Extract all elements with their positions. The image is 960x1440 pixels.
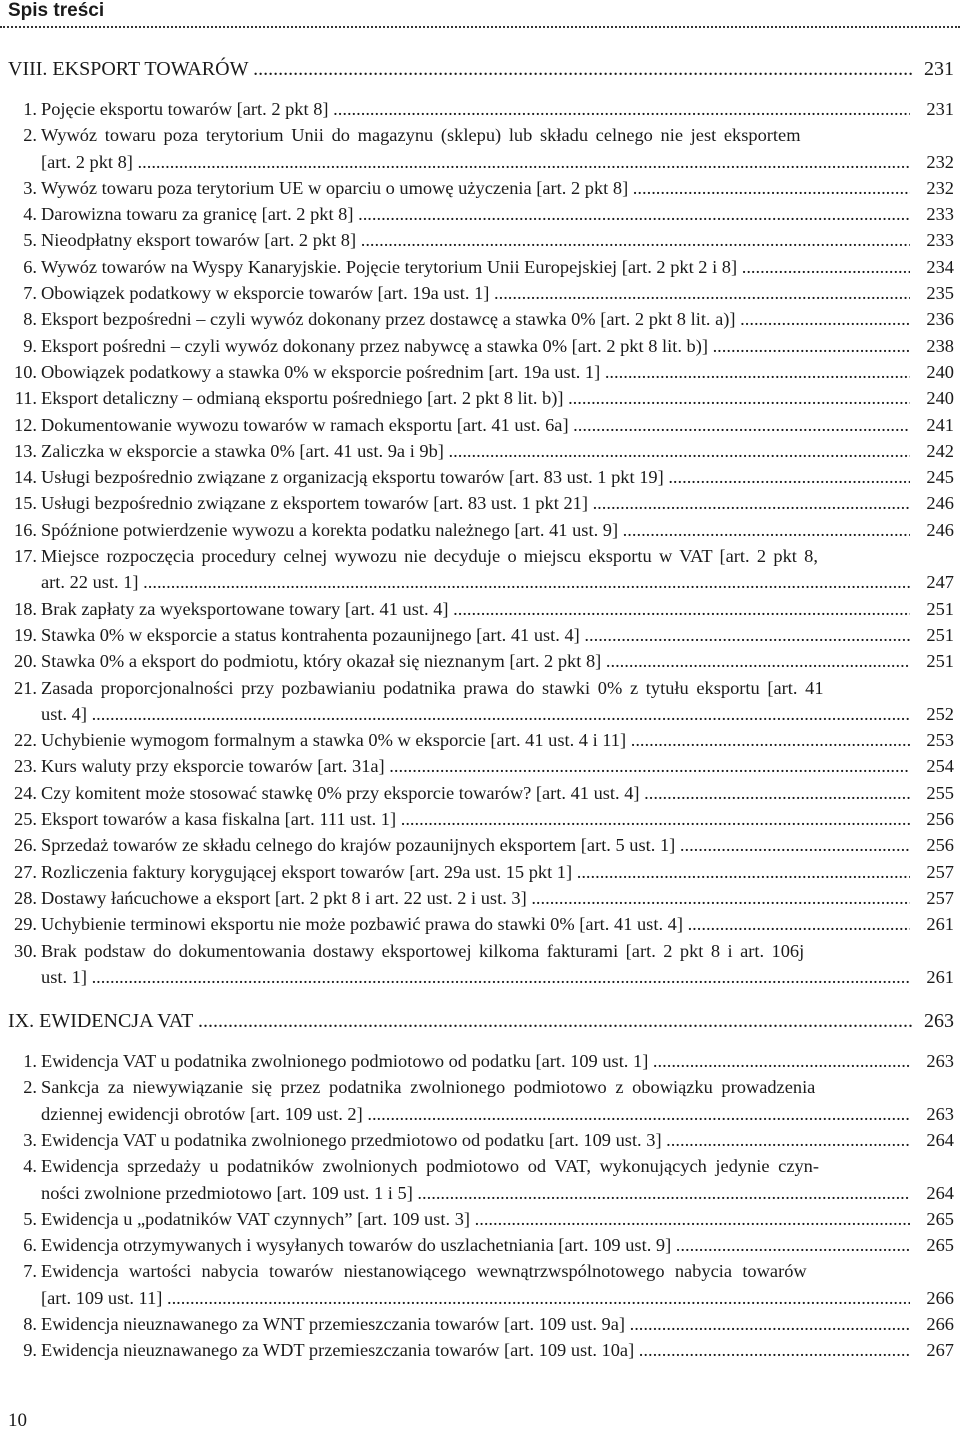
toc-entry-page: 251 bbox=[910, 622, 954, 648]
toc-entry[interactable] bbox=[0, 254, 960, 280]
toc-entry-title bbox=[41, 385, 916, 411]
toc-entry-page: 235 bbox=[910, 280, 954, 306]
toc-entry-title bbox=[41, 911, 916, 937]
toc-entry-number: 16. bbox=[14, 519, 37, 540]
toc-entry-page: 257 bbox=[910, 859, 954, 885]
toc-entry-title bbox=[41, 227, 916, 253]
toc-entry-page: 254 bbox=[910, 753, 954, 779]
toc-entry-title-text: Eksport bezpośredni – czyli wywóz dokonany przez dostawcę a stawka 0% [art. 2 pkt 8 lit. a)] bbox=[41, 309, 736, 330]
table-of-contents bbox=[0, 54, 960, 1364]
toc-entry-title-text: dziennej ewidencji obrotów [art. 109 ust. 2] bbox=[41, 1103, 363, 1124]
toc-entry-number: 19. bbox=[14, 624, 37, 645]
toc-entry-title bbox=[41, 806, 916, 832]
toc-entry-title-text: Stawka 0% a eksport do podmiotu, który okazał się nieznanym [art. 2 pkt 8] bbox=[41, 651, 602, 672]
toc-entry-title bbox=[41, 569, 916, 595]
toc-entry-number: 2. bbox=[23, 125, 37, 146]
toc-entry-text: Miejsce rozpoczęcia procedury celnej wywozu nie decyduje o miejscu eksportu w VAT [art. 2 pkt 8, bbox=[41, 546, 818, 567]
toc-entry-number: 15. bbox=[14, 493, 37, 514]
toc-entry[interactable] bbox=[0, 1311, 960, 1337]
toc-entry[interactable] bbox=[0, 438, 960, 464]
toc-entry-title-text: Brak zapłaty za wyeksportowane towary [art. 41 ust. 4] bbox=[41, 598, 449, 619]
toc-entry[interactable] bbox=[0, 859, 960, 885]
toc-entry-page: 247 bbox=[910, 569, 954, 595]
toc-entry-page: 264 bbox=[910, 1127, 954, 1153]
toc-entry-title bbox=[41, 701, 916, 727]
toc-entry-page: 263 bbox=[910, 1101, 954, 1127]
toc-entry-number: 29. bbox=[14, 914, 37, 935]
toc-entry-title-text: Dokumentowanie wywozu towarów w ramach eksportu [art. 41 ust. 6a] bbox=[41, 414, 569, 435]
toc-entry[interactable] bbox=[0, 832, 960, 858]
toc-entry-number: 11. bbox=[14, 388, 37, 409]
toc-entry-number: 12. bbox=[14, 414, 37, 435]
toc-entry-title-text: Eksport detaliczny – odmianą eksportu pośredniego [art. 2 pkt 8 lit. b)] bbox=[41, 388, 564, 409]
toc-entry-page: 234 bbox=[910, 254, 954, 280]
page-number: 10 bbox=[8, 1410, 27, 1431]
toc-entry-title-text: Zaliczka w eksporcie a stawka 0% [art. 41 ust. 9a i 9b] bbox=[41, 440, 444, 461]
toc-entry-number: 3. bbox=[23, 1129, 37, 1150]
toc-entry-title bbox=[41, 964, 916, 990]
toc-entry-number: 18. bbox=[14, 598, 37, 619]
toc-entry-page: 257 bbox=[910, 885, 954, 911]
toc-entry-page: 267 bbox=[910, 1337, 954, 1363]
toc-entry[interactable] bbox=[0, 1153, 960, 1206]
toc-entry-page: 246 bbox=[910, 517, 954, 543]
toc-entry-title-text: Ewidencja VAT u podatnika zwolnionego podmiotowo od podatku [art. 109 ust. 1] bbox=[41, 1051, 649, 1072]
toc-entry-title-text: Sprzedaż towarów ze składu celnego do krajów pozaunijnych eksportem [art. 5 ust. 1] bbox=[41, 835, 676, 856]
toc-entry-number: 23. bbox=[14, 756, 37, 777]
toc-entry-number: 4. bbox=[23, 204, 37, 225]
toc-entry[interactable] bbox=[0, 806, 960, 832]
toc-entry-title-text: ust. 1] bbox=[41, 966, 87, 987]
toc-entry-title bbox=[41, 1127, 916, 1153]
toc-entry-title bbox=[41, 464, 916, 490]
toc-entry-number: 1. bbox=[23, 1051, 37, 1072]
toc-entry-number: 8. bbox=[23, 309, 37, 330]
toc-entry-page: 231 bbox=[910, 96, 954, 122]
toc-entry-title bbox=[41, 859, 916, 885]
toc-entry-title-text: ności zwolnione przedmiotowo [art. 109 ust. 1 i 5] bbox=[41, 1182, 413, 1203]
toc-entry-text: Ewidencja sprzedaży u podatników zwolnionych podmiotowo od VAT, wykonujących jedynie czyn- bbox=[41, 1156, 820, 1177]
toc-entry[interactable] bbox=[0, 780, 960, 806]
header-divider bbox=[0, 26, 960, 28]
toc-entry-title-text: Uchybienie wymogom formalnym a stawka 0% w eksporcie [art. 41 ust. 4 i 11] bbox=[41, 730, 627, 751]
toc-entry-title-text: Eksport towarów a kasa fiskalna [art. 111 ust. 1] bbox=[41, 809, 397, 830]
toc-entry-title-text: Wywóz towaru poza terytorium UE w oparciu o umowę użyczenia [art. 2 pkt 8] bbox=[41, 177, 629, 198]
toc-entry-number: 7. bbox=[23, 1261, 37, 1282]
toc-entry-page: 242 bbox=[910, 438, 954, 464]
toc-entry-title bbox=[41, 438, 916, 464]
toc-entry-title-text: Obowiązek podatkowy a stawka 0% w eksporcie pośrednim [art. 19a ust. 1] bbox=[41, 361, 601, 382]
toc-entry-page: 255 bbox=[910, 780, 954, 806]
toc-entry-title bbox=[41, 1232, 916, 1258]
toc-entry-number: 10. bbox=[14, 361, 37, 382]
toc-entry-title-text: Obowiązek podatkowy w eksporcie towarów [art. 19a ust. 1] bbox=[41, 283, 490, 304]
toc-entry-number: 21. bbox=[14, 677, 37, 698]
toc-entry-title bbox=[41, 1337, 916, 1363]
toc-entry-number: 2. bbox=[23, 1077, 37, 1098]
toc-entry[interactable] bbox=[0, 464, 960, 490]
toc-entry-number: 13. bbox=[14, 440, 37, 461]
toc-entry-title-text: Darowizna towaru za granicę [art. 2 pkt 8] bbox=[41, 204, 354, 225]
section-heading-page: 231 bbox=[914, 56, 954, 82]
toc-entry-number: 9. bbox=[23, 1340, 37, 1361]
toc-entry[interactable] bbox=[0, 412, 960, 438]
toc-entry[interactable] bbox=[0, 1337, 960, 1363]
toc-entry-page: 264 bbox=[910, 1180, 954, 1206]
toc-entry-number: 26. bbox=[14, 835, 37, 856]
toc-entry-text: Ewidencja wartości nabycia towarów niestanowiącego wewnątrzwspólnotowego nabycia towarów bbox=[41, 1261, 807, 1282]
toc-entry-number: 5. bbox=[23, 1208, 37, 1229]
toc-entry-number: 6. bbox=[23, 1235, 37, 1256]
toc-entry-number: 4. bbox=[23, 1156, 37, 1177]
toc-entry-text: Zasada proporcjonalności przy pozbawianiu podatnika prawa do stawki 0% z tytułu eksportu [art. 41 bbox=[41, 677, 824, 698]
toc-entry[interactable] bbox=[0, 885, 960, 911]
toc-entry[interactable] bbox=[0, 227, 960, 253]
toc-entry-number: 24. bbox=[14, 782, 37, 803]
toc-entry-title-text: Spóźnione potwierdzenie wywozu a korekta podatku należnego [art. 41 ust. 9] bbox=[41, 519, 619, 540]
toc-entry-page: 240 bbox=[910, 385, 954, 411]
toc-entry-title bbox=[41, 648, 916, 674]
toc-entry-title bbox=[41, 306, 916, 332]
toc-entry-title-text: Ewidencja u „podatników VAT czynnych” [art. 109 ust. 3] bbox=[41, 1208, 471, 1229]
toc-entry-title bbox=[41, 280, 916, 306]
toc-entry-title-text: Eksport pośredni – czyli wywóz dokonany przez nabywcę a stawka 0% [art. 2 pkt 8 lit. b)] bbox=[41, 335, 708, 356]
toc-entry-title bbox=[41, 1101, 916, 1127]
toc-entry-title bbox=[41, 622, 916, 648]
toc-entry-title-text: [art. 109 ust. 11] bbox=[41, 1287, 163, 1308]
toc-entry-page: 261 bbox=[910, 964, 954, 990]
toc-entry[interactable] bbox=[0, 385, 960, 411]
toc-entry-page: 253 bbox=[910, 727, 954, 753]
toc-entry-title-text: Kurs waluty przy eksporcie towarów [art. 31a] bbox=[41, 756, 385, 777]
toc-entry-title-text: Uchybienie terminowi eksportu nie może pozbawić prawa do stawki 0% [art. 41 ust. 4] bbox=[41, 914, 683, 935]
toc-entry[interactable] bbox=[0, 280, 960, 306]
toc-entry[interactable] bbox=[0, 596, 960, 622]
toc-entry-title bbox=[41, 1048, 916, 1074]
toc-entry-title bbox=[41, 753, 916, 779]
toc-entry-number: 6. bbox=[23, 256, 37, 277]
toc-entry[interactable] bbox=[0, 911, 960, 937]
toc-entry-title-text: Usługi bezpośrednio związane z organizacją eksportu towarów [art. 83 ust. 1 pkt 19] bbox=[41, 467, 664, 488]
toc-entry-title-text: Wywóz towarów na Wyspy Kanaryjskie. Pojęcie terytorium Unii Europejskiej [art. 2 pkt 2 i 8] bbox=[41, 256, 738, 277]
toc-entry[interactable] bbox=[0, 675, 960, 728]
section-heading[interactable] bbox=[0, 1006, 960, 1036]
toc-entry-title-text: Ewidencja nieuznawanego za WDT przemieszczania towarów [art. 109 ust. 10a] bbox=[41, 1340, 635, 1361]
toc-entry-number: 27. bbox=[14, 861, 37, 882]
toc-entry-page: 232 bbox=[910, 149, 954, 175]
toc-entry-title-text: Dostawy łańcuchowe a eksport [art. 2 pkt 8 i art. 22 ust. 2 i ust. 3] bbox=[41, 887, 527, 908]
toc-entry-title bbox=[41, 517, 916, 543]
toc-entry-title bbox=[41, 201, 916, 227]
toc-entry-page: 232 bbox=[910, 175, 954, 201]
toc-entry[interactable] bbox=[0, 1258, 960, 1311]
section-heading[interactable] bbox=[0, 54, 960, 84]
toc-entry-title bbox=[41, 596, 916, 622]
toc-entry-title bbox=[41, 359, 916, 385]
toc-entry[interactable] bbox=[0, 1206, 960, 1232]
toc-entry-title bbox=[41, 1206, 916, 1232]
toc-entry[interactable] bbox=[0, 96, 960, 122]
page-title: Spis treści bbox=[8, 0, 105, 21]
toc-entry-title bbox=[41, 254, 916, 280]
toc-entry-title bbox=[41, 780, 916, 806]
toc-entry-title bbox=[41, 1180, 916, 1206]
toc-entry-title bbox=[41, 1311, 916, 1337]
toc-entry-title-text: ust. 4] bbox=[41, 703, 87, 724]
toc-entry-number: 17. bbox=[14, 546, 37, 567]
toc-entry-title bbox=[41, 727, 916, 753]
toc-entry-page: 241 bbox=[910, 412, 954, 438]
toc-entry-page: 245 bbox=[910, 464, 954, 490]
toc-entry[interactable] bbox=[0, 490, 960, 516]
toc-entry-title-text: Usługi bezpośrednio związane z eksportem towarów [art. 83 ust. 1 pkt 21] bbox=[41, 493, 588, 514]
toc-entry-page: 266 bbox=[910, 1311, 954, 1337]
toc-entry-title bbox=[41, 333, 916, 359]
toc-entry-number: 30. bbox=[14, 940, 37, 961]
toc-entry[interactable] bbox=[0, 622, 960, 648]
toc-entry-page: 265 bbox=[910, 1206, 954, 1232]
toc-entry[interactable] bbox=[0, 753, 960, 779]
toc-entry-page: 252 bbox=[910, 701, 954, 727]
toc-entry-title-text: Rozliczenia faktury korygującej eksport towarów [art. 29a ust. 15 pkt 1] bbox=[41, 861, 573, 882]
toc-entry-number: 22. bbox=[14, 730, 37, 751]
toc-entry-number: 28. bbox=[14, 887, 37, 908]
toc-entry[interactable] bbox=[0, 1232, 960, 1258]
toc-entry-page: 256 bbox=[910, 806, 954, 832]
toc-entry-title-text: art. 22 ust. 1] bbox=[41, 572, 139, 593]
toc-entry[interactable] bbox=[0, 175, 960, 201]
toc-entry-page: 238 bbox=[910, 333, 954, 359]
toc-entry-title bbox=[41, 175, 916, 201]
toc-entry-title-text: Pojęcie eksportu towarów [art. 2 pkt 8] bbox=[41, 99, 329, 119]
toc-entry[interactable] bbox=[0, 1127, 960, 1153]
toc-entry-page: 261 bbox=[910, 911, 954, 937]
toc-entry-page: 266 bbox=[910, 1285, 954, 1311]
toc-entry-page: 265 bbox=[910, 1232, 954, 1258]
toc-entry-page: 256 bbox=[910, 832, 954, 858]
toc-entry-number: 20. bbox=[14, 651, 37, 672]
toc-entry-text: Wywóz towaru poza terytorium Unii do magazynu (sklepu) lub składu celnego nie jest eksportem bbox=[41, 125, 801, 146]
toc-entry[interactable] bbox=[0, 333, 960, 359]
toc-entry[interactable] bbox=[0, 543, 960, 596]
toc-entry-title bbox=[41, 96, 916, 122]
toc-entry[interactable] bbox=[0, 201, 960, 227]
toc-entry[interactable] bbox=[0, 306, 960, 332]
section-heading-page: 263 bbox=[914, 1008, 954, 1034]
toc-entry-number: 25. bbox=[14, 809, 37, 830]
toc-section bbox=[0, 54, 960, 990]
toc-entry-title-text: Ewidencja nieuznawanego za WNT przemieszczania towarów [art. 109 ust. 9a] bbox=[41, 1314, 625, 1335]
section-heading-label: VIII. EKSPORT TOWARÓW ..... bbox=[8, 56, 918, 82]
toc-entry[interactable] bbox=[0, 648, 960, 674]
toc-entry-page: 233 bbox=[910, 201, 954, 227]
toc-entry-page: 233 bbox=[910, 227, 954, 253]
toc-entry[interactable] bbox=[0, 1048, 960, 1074]
toc-entry-title bbox=[41, 490, 916, 516]
toc-entry-page: 236 bbox=[910, 306, 954, 332]
section-heading-label: IX. EWIDENCJA VAT ..... bbox=[8, 1008, 918, 1034]
toc-entry-text: Brak podstaw do dokumentowania dostawy eksportowej kilkoma fakturami [art. 2 pkt 8 i art. 106j bbox=[41, 940, 805, 961]
toc-entry[interactable] bbox=[0, 727, 960, 753]
toc-entry[interactable] bbox=[0, 1074, 960, 1127]
toc-entry-number: 1. bbox=[23, 99, 37, 119]
toc-entry[interactable] bbox=[0, 359, 960, 385]
toc-entry-number: 14. bbox=[14, 467, 37, 488]
toc-entry-page: 240 bbox=[910, 359, 954, 385]
toc-entry[interactable] bbox=[0, 517, 960, 543]
toc-entry-title-text: Ewidencja otrzymywanych i wysyłanych towarów do uszlachetniania [art. 109 ust. 9] bbox=[41, 1235, 672, 1256]
toc-entry-page: 246 bbox=[910, 490, 954, 516]
toc-entry-title-text: Czy komitent może stosować stawkę 0% przy eksporcie towarów? [art. 41 ust. 4] bbox=[41, 782, 640, 803]
toc-entry-title-text: [art. 2 pkt 8] bbox=[41, 151, 133, 172]
toc-entry-page: 251 bbox=[910, 648, 954, 674]
toc-entry-text: Sankcja za niewywiązanie się przez podatnika zwolnionego podmiotowo z obowiązku prowadzenia bbox=[41, 1077, 816, 1098]
toc-entry-number: 8. bbox=[23, 1314, 37, 1335]
toc-entry-number: 9. bbox=[23, 335, 37, 356]
toc-entry-title bbox=[41, 832, 916, 858]
toc-entry-page: 251 bbox=[910, 596, 954, 622]
toc-section bbox=[0, 990, 960, 1364]
toc-entry-title bbox=[41, 149, 916, 175]
toc-entry-title bbox=[41, 1285, 916, 1311]
toc-entry-number: 7. bbox=[23, 283, 37, 304]
toc-entry-title bbox=[41, 412, 916, 438]
toc-entry-title-text: Nieodpłatny eksport towarów [art. 2 pkt 8] bbox=[41, 230, 357, 251]
page-header bbox=[0, 0, 960, 30]
toc-entry-title-text: Stawka 0% w eksporcie a status kontrahenta pozaunijnego [art. 41 ust. 4] bbox=[41, 624, 580, 645]
toc-entry-title bbox=[41, 885, 916, 911]
toc-entry[interactable] bbox=[0, 122, 960, 175]
toc-entry-number: 5. bbox=[23, 230, 37, 251]
toc-entry-number: 3. bbox=[23, 177, 37, 198]
toc-entry[interactable] bbox=[0, 938, 960, 991]
toc-entry-page: 263 bbox=[910, 1048, 954, 1074]
toc-entry-title-text: Ewidencja VAT u podatnika zwolnionego przedmiotowo od podatku [art. 109 ust. 3] bbox=[41, 1129, 662, 1150]
